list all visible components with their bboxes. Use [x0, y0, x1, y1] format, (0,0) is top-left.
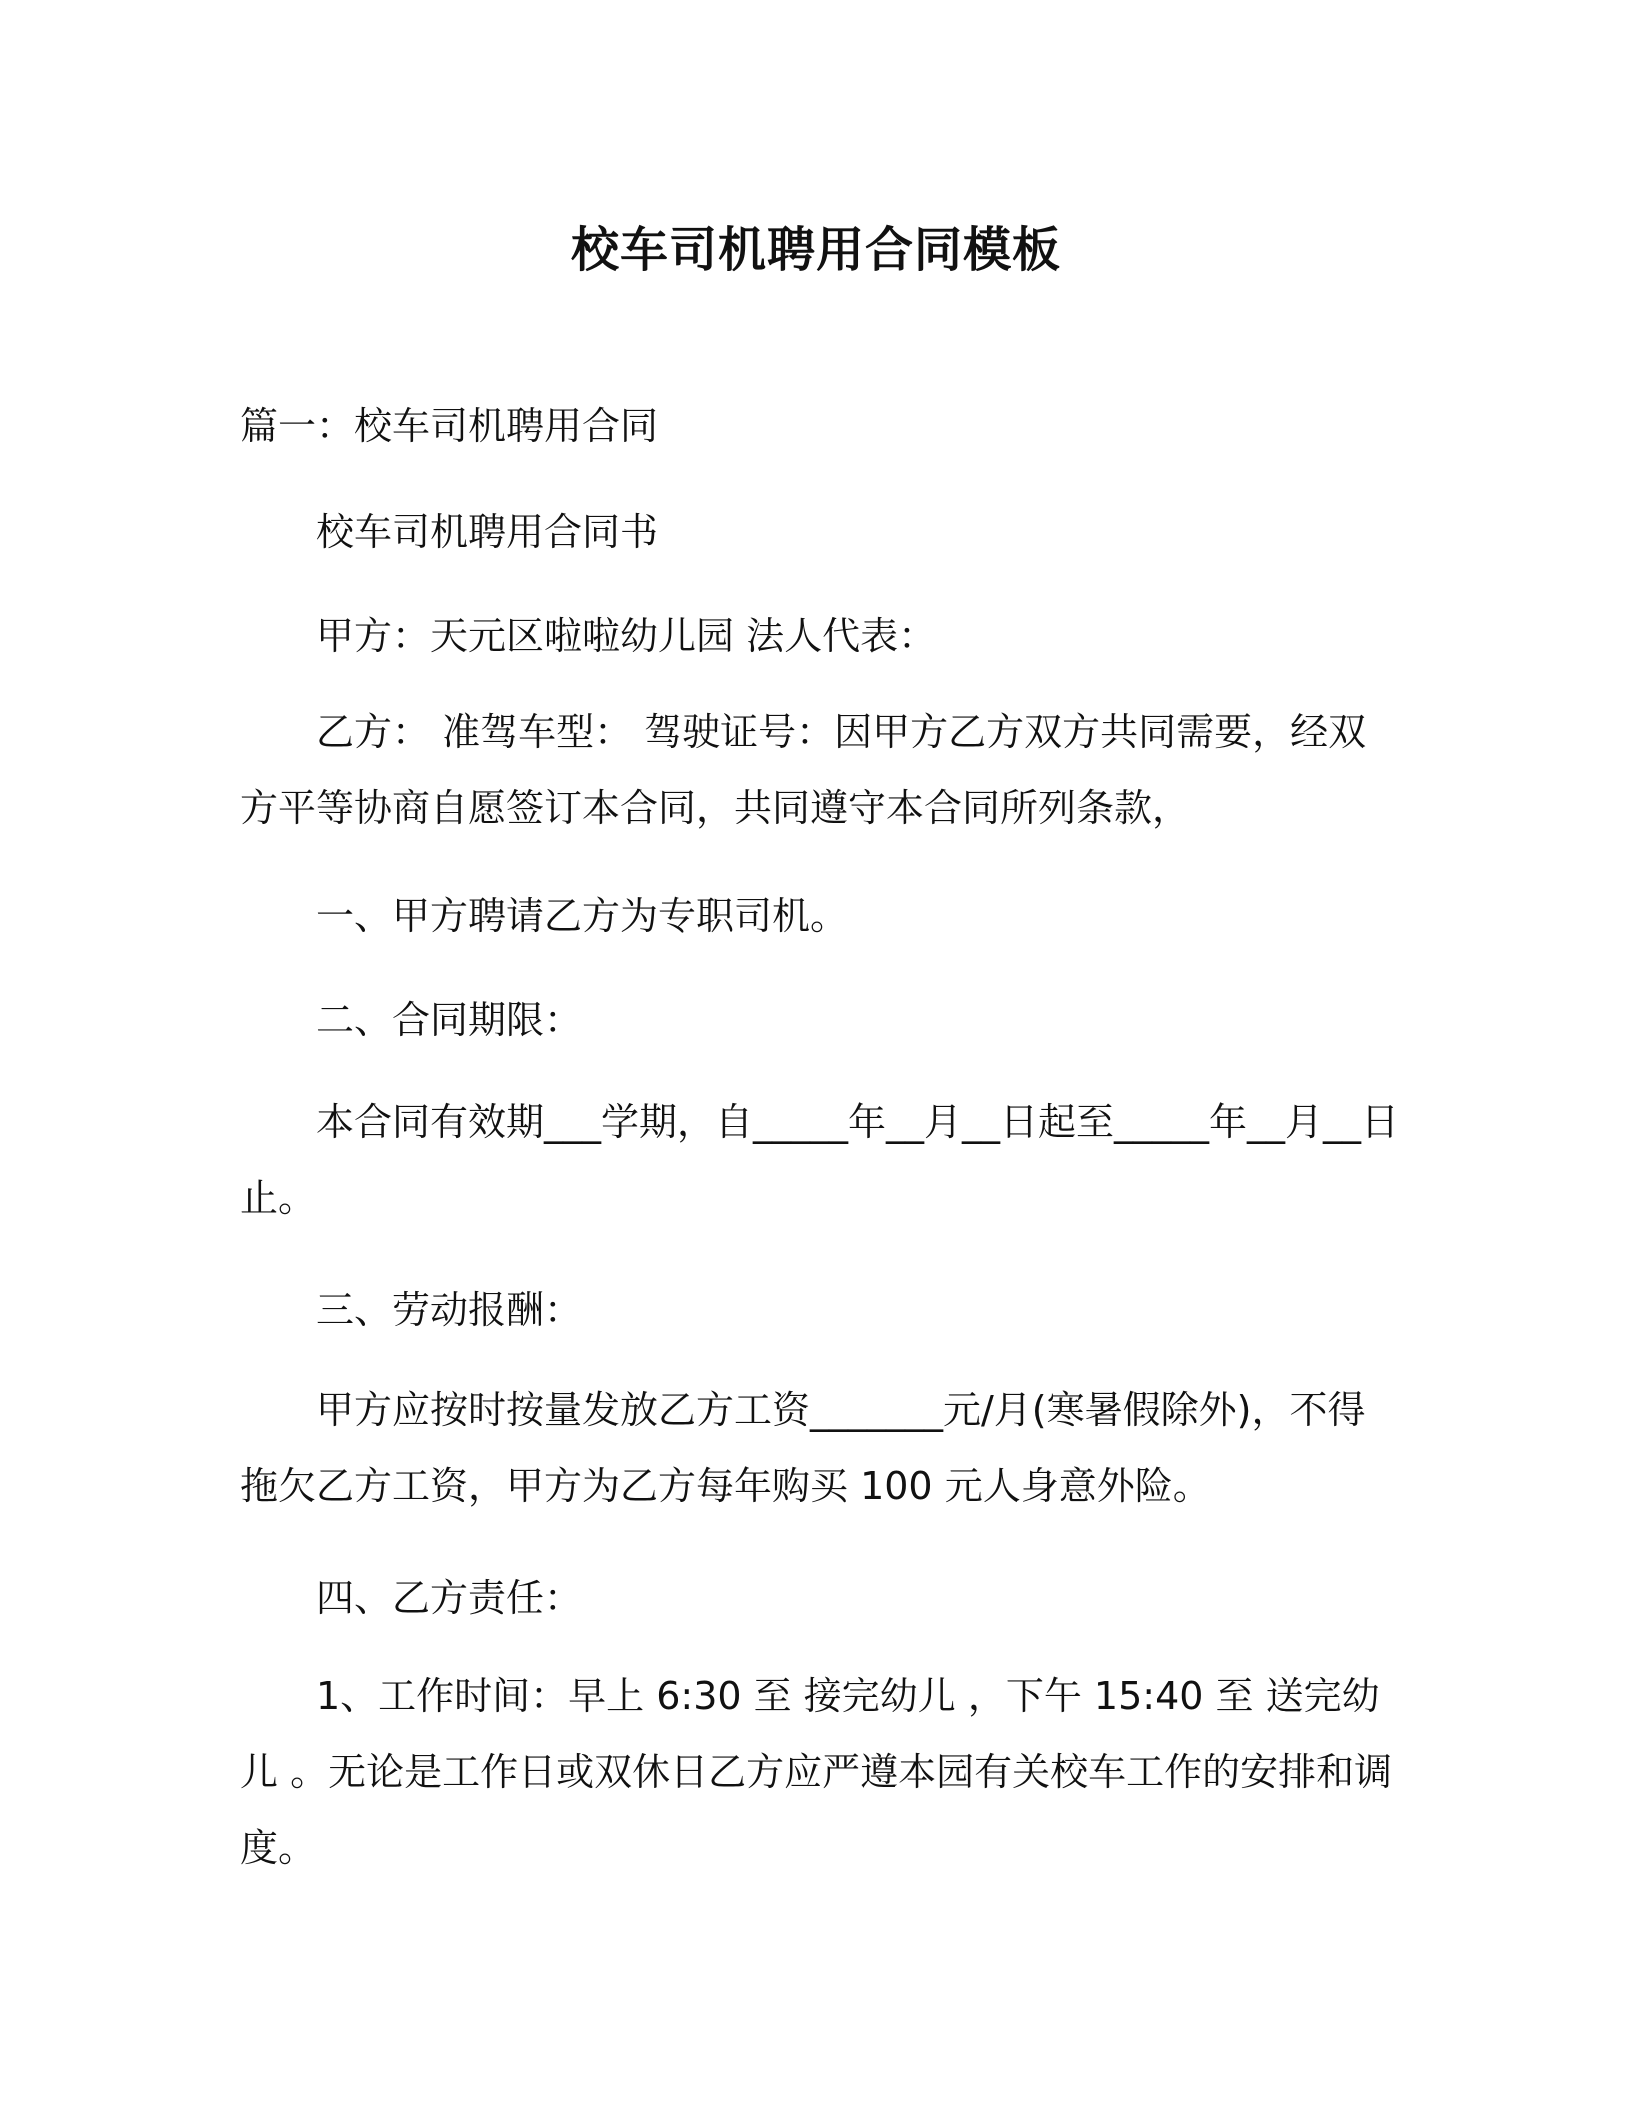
- contract-term-paragraph: 本合同有效期___学期，自_____年__月__日起至_____年__月__日止。: [240, 1100, 1400, 1220]
- clause-three-heading: 三、劳动报酬：: [316, 1288, 583, 1332]
- clause-four-heading: 四、乙方责任：: [316, 1576, 583, 1620]
- clause-two-heading: 二、合同期限：: [316, 998, 583, 1042]
- clause-one: 一、甲方聘请乙方为专职司机。: [316, 894, 849, 938]
- party-b-paragraph: 乙方： 准驾车型： 驾驶证号：因甲方乙方双方共同需要，经双方平等协商自愿签订本合同，共同遵守本合同所列条款，: [240, 710, 1367, 830]
- salary-paragraph: 甲方应按时按量发放乙方工资_______元/月(寒暑假除外)，不得拖欠乙方工资，甲方为乙方每年购买 100 元人身意外险。: [240, 1388, 1366, 1508]
- party-a-line: 甲方：天元区啦啦幼儿园 法人代表：: [316, 614, 937, 658]
- work-hours-paragraph: 1、工作时间：早上 6:30 至 接完幼儿 ，下午 15:40 至 送完幼儿 。无论是工作日或双休日乙方应严遵本园有关校车工作的安排和调度。: [240, 1674, 1393, 1870]
- section-heading: 篇一：校车司机聘用合同: [240, 404, 659, 448]
- document-title: 校车司机聘用合同模板: [570, 222, 1061, 278]
- contract-subtitle: 校车司机聘用合同书: [316, 510, 659, 554]
